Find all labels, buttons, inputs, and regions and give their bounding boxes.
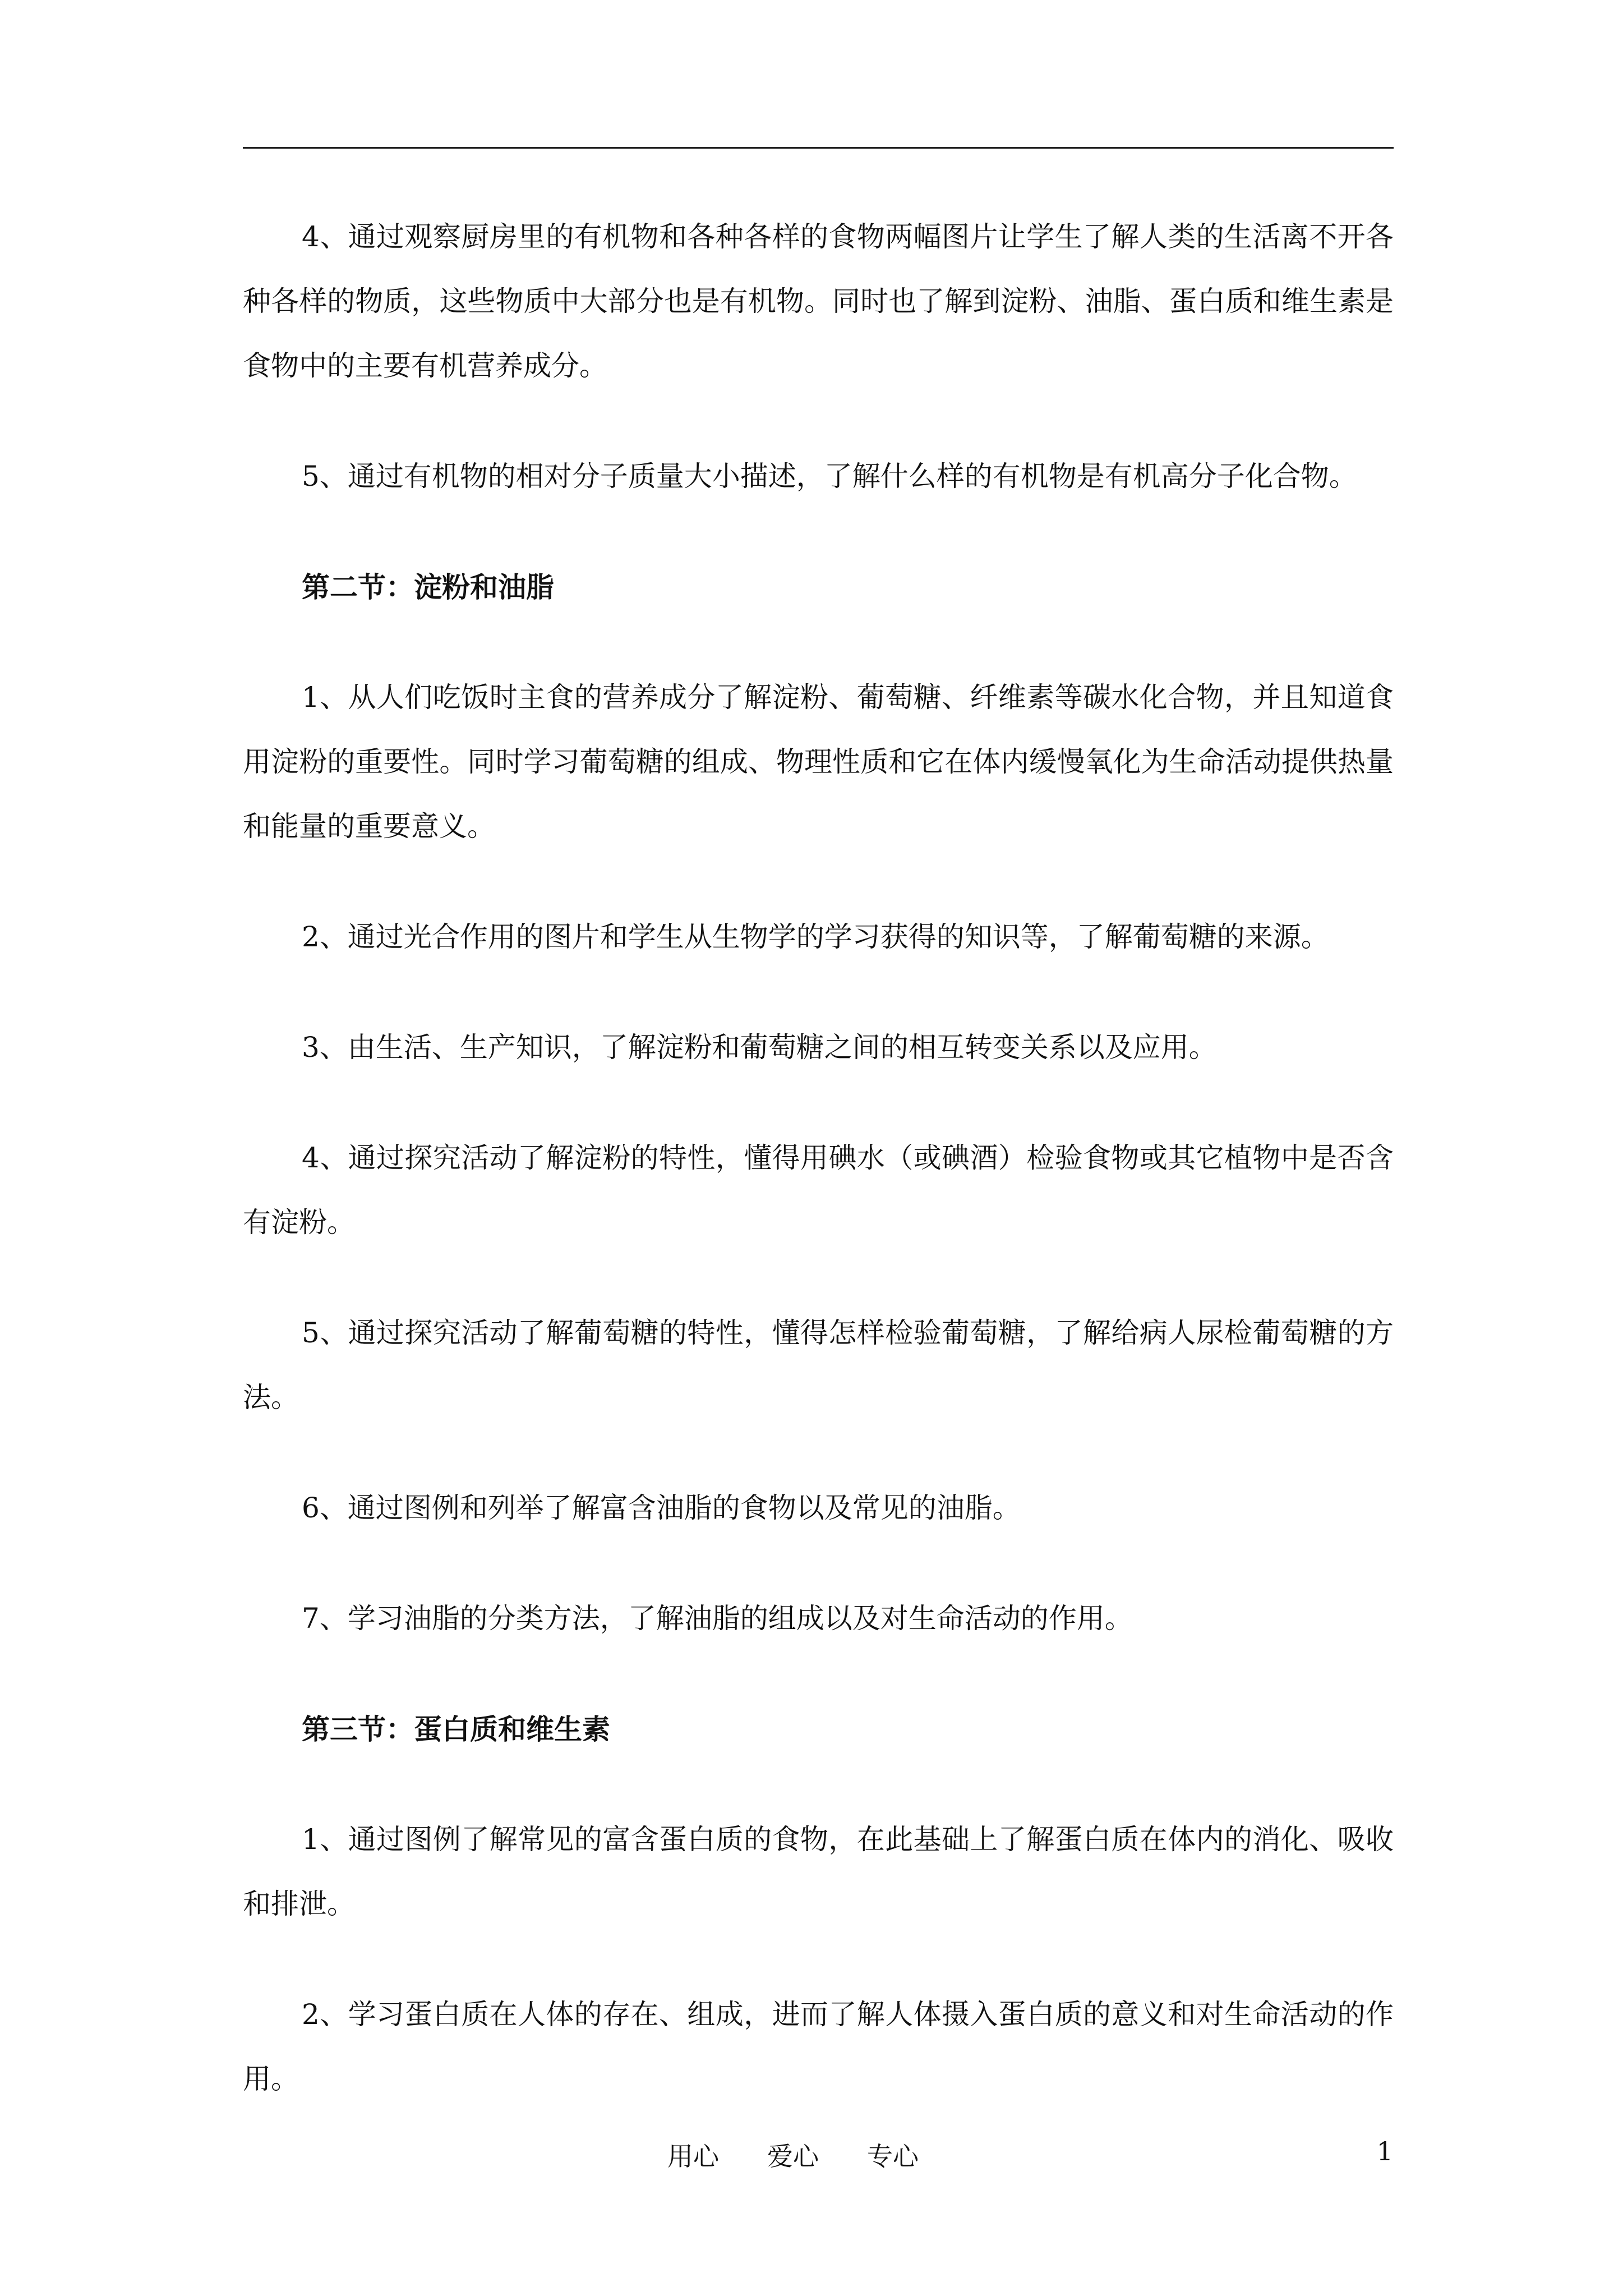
paragraph: 4、通过观察厨房里的有机物和各种各样的食物两幅图片让学生了解人类的生活离不开各种各样的物质，这些物质中大部分也是有机物。同时也了解到淀粉、油脂、蛋白质和维生素是食物中的主要有机营养成分。 bbox=[243, 220, 1394, 382]
paragraph: 5、通过有机物的相对分子质量大小描述，了解什么样的有机物是有机高分子化合物。 bbox=[302, 460, 1357, 493]
footer-motto bbox=[667, 2136, 967, 2173]
paragraph: 7、学习油脂的分类方法，了解油脂的组成以及对生命活动的作用。 bbox=[302, 1602, 1133, 1635]
paragraph: 2、学习蛋白质在人体的存在、组成，进而了解人体摄入蛋白质的意义和对生命活动的作用。 bbox=[243, 1998, 1394, 2095]
header-rule bbox=[243, 147, 1394, 149]
paragraph: 3、由生活、生产知识，了解淀粉和葡萄糖之间的相互转变关系以及应用。 bbox=[302, 1031, 1217, 1064]
page-footer bbox=[0, 2136, 1623, 2181]
footer-motto-item: 爱心 bbox=[767, 2141, 819, 2171]
page-number: 1 bbox=[1376, 2136, 1393, 2166]
footer-motto-item: 用心 bbox=[667, 2141, 719, 2171]
paragraph: 2、通过光合作用的图片和学生从生物学的学习获得的知识等，了解葡萄糖的来源。 bbox=[302, 921, 1329, 953]
paragraph: 1、从人们吃饭时主食的营养成分了解淀粉、葡萄糖、纤维素等碳水化合物，并且知道食用淀粉的重要性。同时学习葡萄糖的组成、物理性质和它在体内缓慢氧化为生命活动提供热量和能量的重要意义。 bbox=[243, 681, 1394, 843]
paragraph: 4、通过探究活动了解淀粉的特性，懂得用碘水（或碘酒）检验食物或其它植物中是否含有淀粉。 bbox=[243, 1142, 1394, 1239]
section-heading: 第三节：蛋白质和维生素 bbox=[302, 1713, 610, 1746]
section-heading: 第二节：淀粉和油脂 bbox=[302, 570, 554, 604]
paragraph: 5、通过探究活动了解葡萄糖的特性，懂得怎样检验葡萄糖，了解给病人尿检葡萄糖的方法。 bbox=[243, 1317, 1394, 1414]
paragraph: 6、通过图例和列举了解富含油脂的食物以及常见的油脂。 bbox=[302, 1492, 1021, 1524]
footer-motto-item: 专心 bbox=[867, 2141, 919, 2171]
document-body bbox=[243, 205, 1394, 2157]
paragraph: 1、通过图例了解常见的富含蛋白质的食物，在此基础上了解蛋白质在体内的消化、吸收和排泄。 bbox=[243, 1823, 1394, 1920]
